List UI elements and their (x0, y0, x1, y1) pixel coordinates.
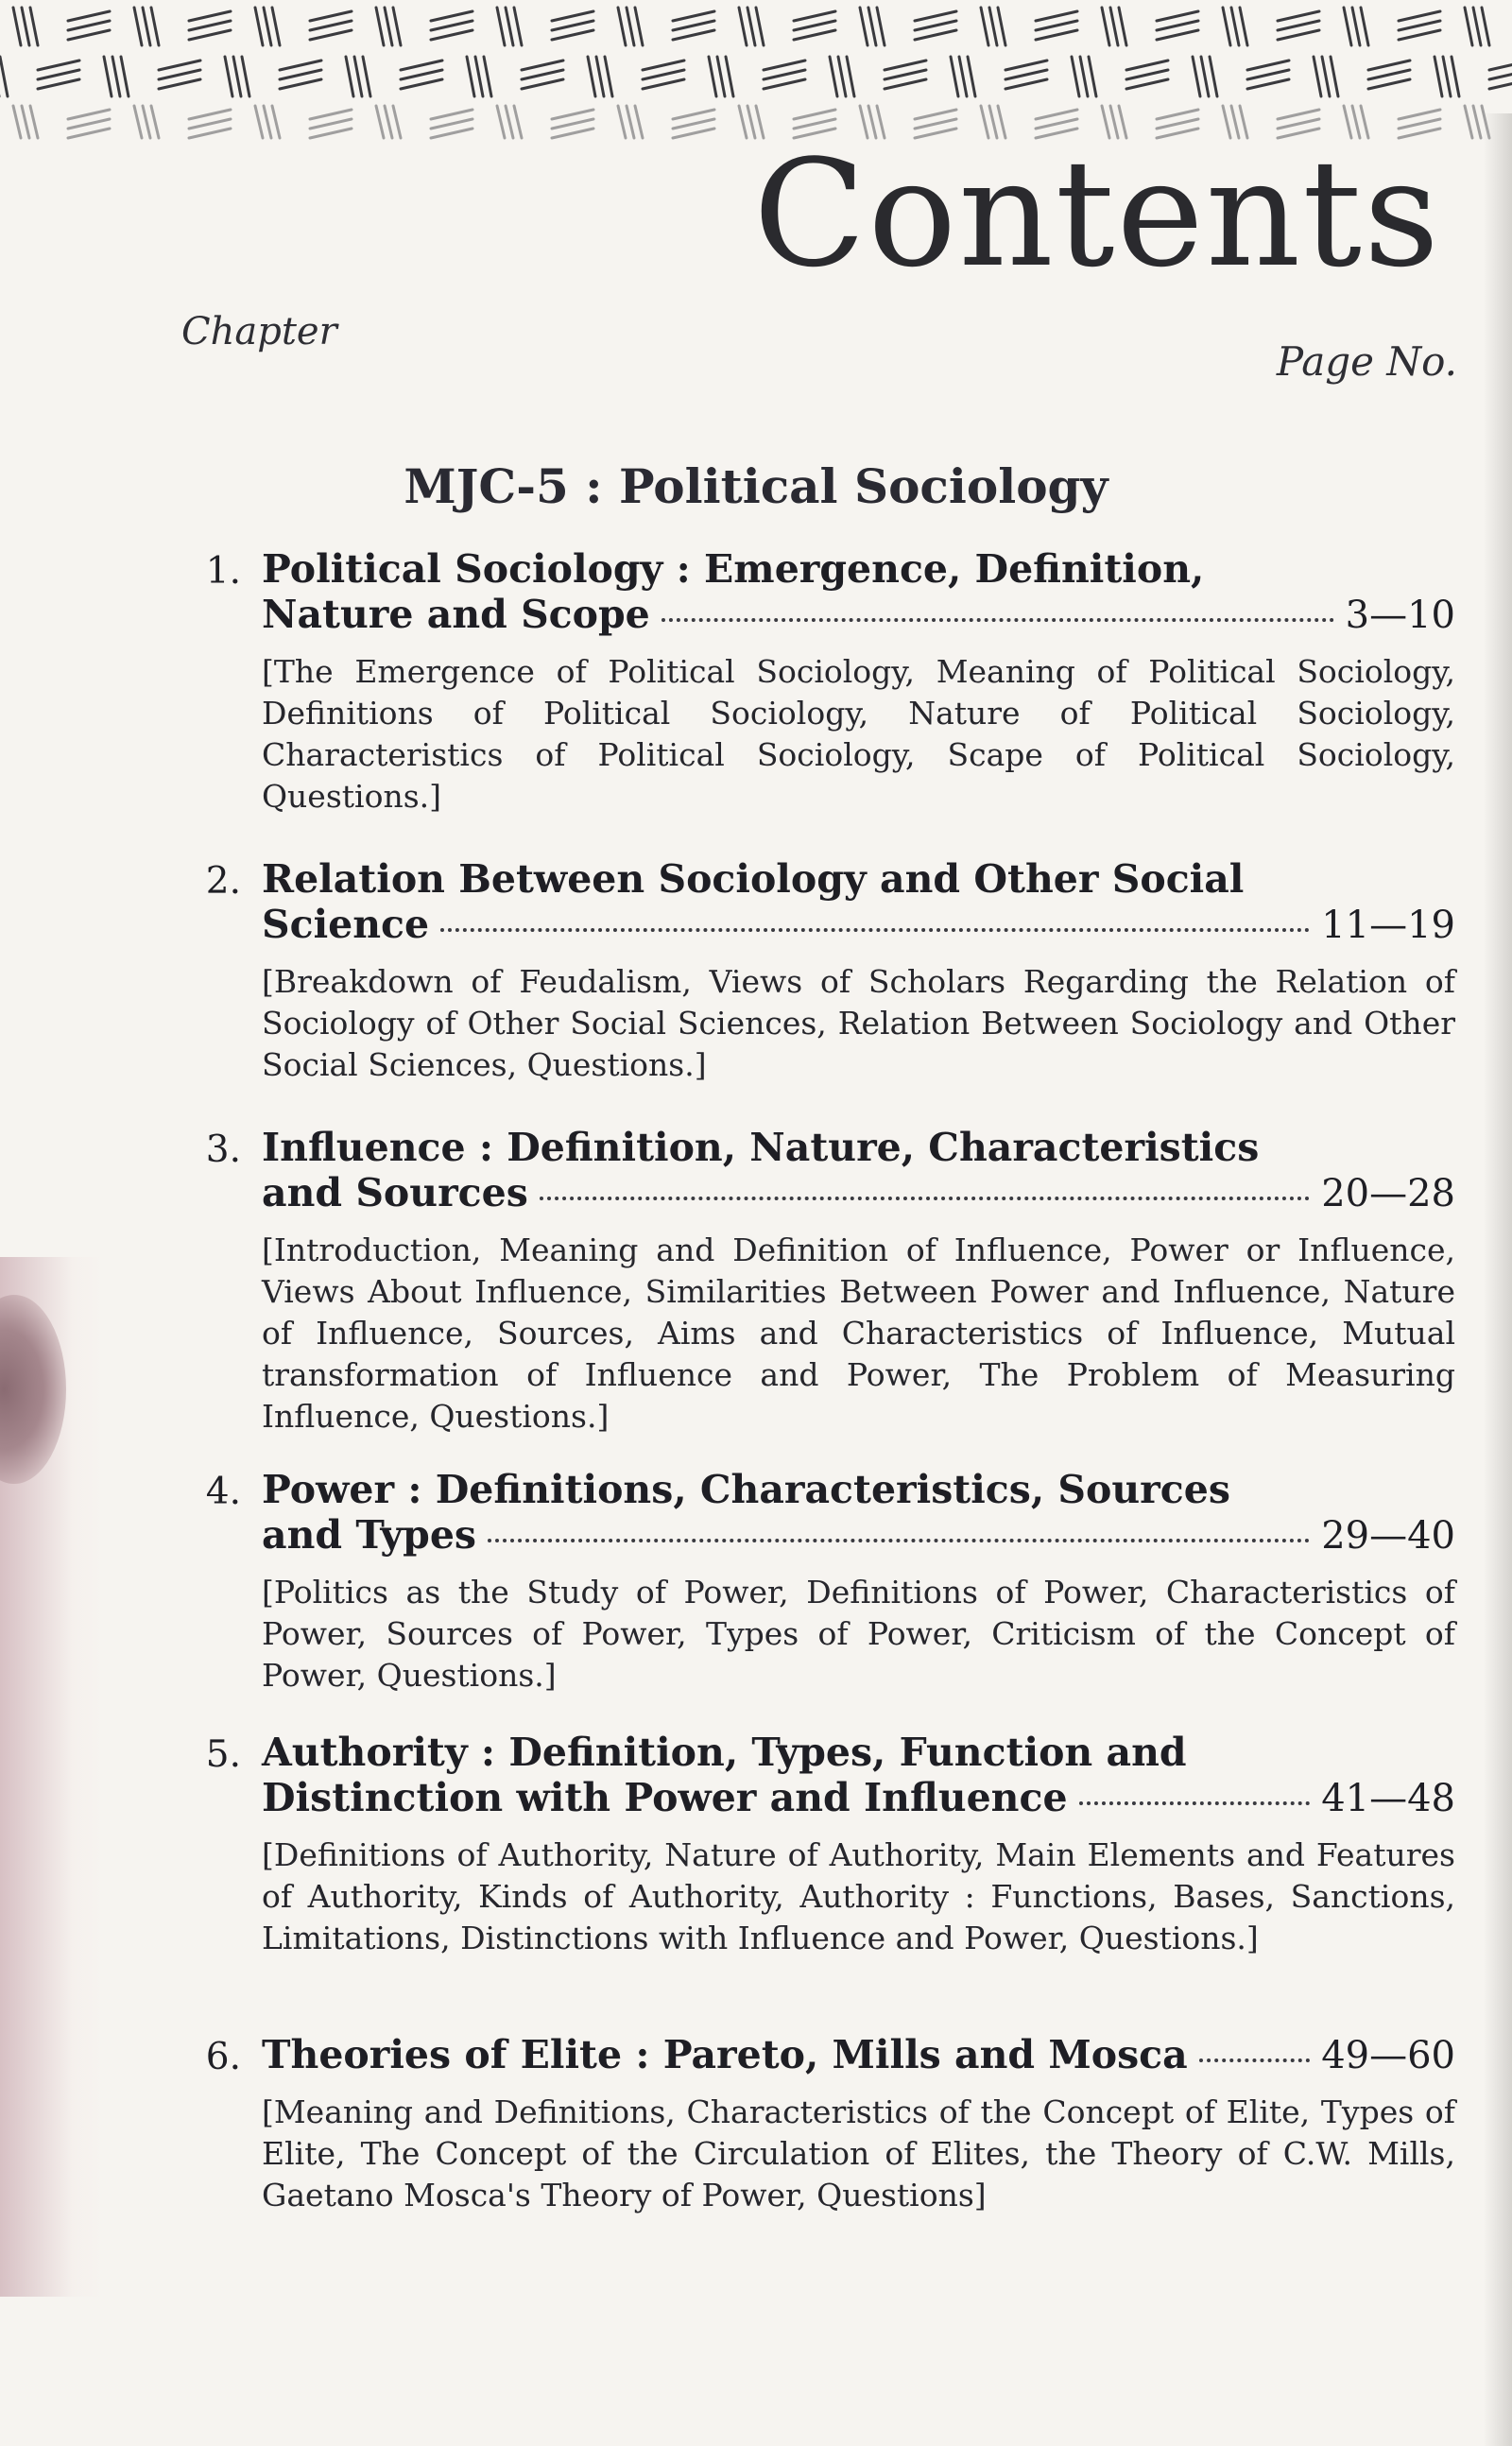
pattern-stroke (376, 106, 384, 138)
pattern-stroke (552, 21, 593, 30)
pattern-stroke (1368, 70, 1410, 79)
pattern-stroke (38, 79, 79, 89)
pattern-stroke (1314, 57, 1321, 96)
pattern-stroke (1126, 70, 1168, 79)
pattern-stroke (1278, 110, 1319, 119)
pattern-stroke (1247, 70, 1289, 79)
pattern-stroke (756, 8, 764, 45)
pattern-stroke (431, 30, 472, 40)
pattern-stroke (264, 8, 271, 45)
page-title: Contents (753, 128, 1441, 300)
pattern-stroke (189, 110, 231, 119)
pattern-stroke (272, 8, 280, 45)
pattern-stroke (310, 30, 352, 40)
pattern-stroke (1157, 30, 1198, 40)
pattern-stroke (1157, 21, 1198, 30)
entry-number: 4. (205, 1471, 241, 1513)
entry-title-line: Distinction with Power and Influence (262, 1775, 1068, 1820)
entry-number: 6. (205, 2036, 241, 2078)
pattern-stroke (643, 60, 684, 70)
pattern-stroke (1399, 30, 1440, 40)
pattern-stroke (112, 57, 120, 96)
pattern-stroke (1072, 57, 1079, 96)
pattern-stroke (885, 79, 926, 89)
entry-pages: 20—28 (1321, 1172, 1455, 1215)
pattern-stroke (13, 8, 21, 45)
pattern-stroke (1005, 79, 1047, 89)
pattern-stroke (1399, 21, 1440, 30)
entry-title-line: Political Sociology : Emergence, Definition, (262, 546, 1205, 592)
pattern-stroke (225, 57, 232, 96)
pattern-stroke (385, 106, 392, 138)
pattern-stroke (764, 79, 805, 89)
pattern-stroke (1223, 8, 1230, 45)
pattern-stroke (255, 8, 263, 45)
pattern-stroke (272, 106, 280, 138)
pattern-stroke (618, 106, 626, 138)
pattern-stroke (522, 60, 563, 70)
pattern-stroke (22, 8, 29, 45)
pattern-stroke (242, 57, 249, 96)
entry-title-line: and Sources (262, 1170, 528, 1215)
pattern-stroke (522, 79, 563, 89)
pattern-stroke (310, 129, 352, 138)
pattern-stroke (134, 106, 142, 138)
pattern-stroke (1399, 110, 1440, 119)
pattern-stroke (310, 110, 352, 119)
pattern-stroke (794, 21, 835, 30)
pattern-stroke (915, 30, 956, 40)
pattern-stroke (310, 21, 352, 30)
pattern-stroke (552, 11, 593, 21)
pattern-stroke (393, 8, 401, 45)
toc-entry (194, 1125, 1455, 1438)
pattern-stroke (189, 30, 231, 40)
entry-description: [Introduction, Meaning and Definition of Influence, Power or Influence, Views About Influence, Similarities Between Power and Influence, Nature of Influence, Sources, Aims and Characteristics of Influence, Mutual transformation of Influence and Power, The Problem of Measuring Influence, Questions.] (262, 1232, 1455, 1435)
pattern-stroke (726, 57, 733, 96)
pattern-stroke (401, 60, 442, 70)
pattern-stroke (38, 60, 79, 70)
pattern-stroke (1473, 106, 1481, 138)
pattern-stroke (1210, 57, 1217, 96)
pattern-stroke (838, 57, 846, 96)
pattern-stroke (673, 21, 714, 30)
pattern-stroke (1157, 11, 1198, 21)
entry-title-line: Relation Between Sociology and Other Social (262, 856, 1245, 902)
pattern-stroke (280, 60, 321, 70)
pattern-stroke (739, 106, 747, 138)
pattern-stroke (467, 57, 474, 96)
pattern-stroke (68, 110, 110, 119)
pattern-stroke (1036, 11, 1077, 21)
pattern-stroke (1036, 110, 1077, 119)
pattern-stroke (431, 110, 472, 119)
pattern-stroke (1102, 8, 1109, 45)
pattern-stroke (189, 119, 231, 129)
entry-title-line: Science (262, 902, 430, 947)
pattern-stroke (764, 70, 805, 79)
pattern-stroke (233, 57, 241, 96)
pattern-stroke (393, 106, 401, 138)
pattern-stroke (280, 70, 321, 79)
pattern-stroke (497, 106, 505, 138)
pattern-stroke (739, 8, 747, 45)
pattern-stroke (673, 110, 714, 119)
chapter-column-label: Chapter (181, 310, 337, 353)
pattern-stroke (709, 57, 716, 96)
entry-pages: 49—60 (1321, 2034, 1455, 2077)
pattern-stroke (22, 106, 29, 138)
pattern-stroke (475, 57, 483, 96)
pattern-stroke (552, 129, 593, 138)
entry-description: [Meaning and Definitions, Characteristics of the Concept of Elite, Types of Elite, The Concept of the Circulation of Elites, the Theory of C.W. Mills, Gaetano Mosca's Theory of Power, Questions] (262, 2093, 1455, 2213)
entry-number: 3. (205, 1128, 241, 1171)
pattern-stroke (1080, 57, 1088, 96)
pattern-stroke (1110, 8, 1118, 45)
entry-title-line: and Types (262, 1512, 476, 1558)
entry-title-line: Authority : Definition, Types, Function and (262, 1730, 1187, 1775)
pattern-stroke (1119, 8, 1126, 45)
pattern-stroke (747, 8, 755, 45)
pattern-stroke (959, 57, 967, 96)
pattern-stroke (1126, 60, 1168, 70)
entry-pages: 3—10 (1345, 594, 1455, 637)
toc-entry (194, 1467, 1455, 1697)
pattern-stroke (1399, 11, 1440, 21)
pattern-stroke (1452, 57, 1459, 96)
pattern-stroke (989, 8, 997, 45)
pattern-stroke (1247, 79, 1289, 89)
pattern-stroke (915, 110, 956, 119)
pattern-stroke (847, 57, 854, 96)
pattern-stroke (189, 11, 231, 21)
pattern-stroke (552, 119, 593, 129)
pattern-stroke (605, 57, 612, 96)
entry-title-line: Theories of Elite : Pareto, Mills and Mosca (262, 2032, 1188, 2077)
pattern-stroke (13, 106, 21, 138)
toc-entry (194, 546, 1455, 818)
pattern-stroke (968, 57, 975, 96)
pattern-stroke (830, 57, 837, 96)
section-title: MJC-5 : Political Sociology (404, 458, 1108, 514)
dot-leader (488, 1539, 1310, 1542)
pattern-stroke (998, 8, 1005, 45)
pattern-stroke (363, 57, 370, 96)
pattern-stroke (1005, 60, 1047, 70)
pattern-stroke (860, 8, 868, 45)
pattern-stroke (104, 57, 112, 96)
pattern-stroke (1126, 79, 1168, 89)
pattern-stroke (1368, 79, 1410, 89)
pattern-stroke (1352, 8, 1360, 45)
pattern-stroke (673, 119, 714, 129)
pattern-stroke (951, 57, 958, 96)
pattern-stroke (514, 106, 522, 138)
entry-pages: 29—40 (1321, 1514, 1455, 1558)
pattern-stroke (877, 8, 885, 45)
pattern-stroke (885, 60, 926, 70)
pattern-stroke (1361, 8, 1368, 45)
decorative-pattern-band (0, 0, 1512, 142)
pattern-stroke (1482, 8, 1489, 45)
page-number-column-label: Page No. (1276, 338, 1457, 385)
pattern-stroke (484, 57, 491, 96)
dot-leader (540, 1197, 1310, 1200)
pattern-stroke (1231, 8, 1239, 45)
entry-number: 2. (205, 860, 241, 903)
pattern-stroke (134, 8, 142, 45)
pattern-stroke (915, 11, 956, 21)
dot-leader (1079, 1801, 1311, 1805)
pattern-stroke (1036, 21, 1077, 30)
pattern-stroke (385, 8, 392, 45)
pattern-stroke (885, 70, 926, 79)
pattern-stroke (143, 8, 150, 45)
pattern-stroke (121, 57, 129, 96)
pattern-stroke (1157, 110, 1198, 119)
pattern-stroke (1489, 79, 1512, 89)
pattern-stroke (717, 57, 725, 96)
pattern-stroke (673, 30, 714, 40)
pattern-stroke (794, 30, 835, 40)
pattern-stroke (310, 119, 352, 129)
pattern-stroke (1435, 57, 1442, 96)
pattern-stroke (497, 8, 505, 45)
pattern-stroke (794, 11, 835, 21)
pattern-stroke (552, 110, 593, 119)
pattern-stroke (1247, 60, 1289, 70)
pattern-stroke (1005, 70, 1047, 79)
pattern-stroke (868, 8, 876, 45)
pattern-stroke (346, 57, 353, 96)
pattern-stroke (431, 119, 472, 129)
entry-description: [Breakdown of Feudalism, Views of Scholars Regarding the Relation of Sociology of Other Social Sciences, Relation Between Sociology and Other Social Sciences, Questions.] (262, 963, 1455, 1083)
pattern-stroke (1278, 21, 1319, 30)
pattern-stroke (264, 106, 271, 138)
entry-title-line: Nature and Scope (262, 592, 650, 637)
toc-entry (194, 2032, 1455, 2216)
pattern-stroke (1036, 30, 1077, 40)
pattern-stroke (673, 129, 714, 138)
pattern-stroke (915, 21, 956, 30)
pattern-stroke (514, 8, 522, 45)
pattern-stroke (159, 70, 200, 79)
pattern-stroke (431, 129, 472, 138)
pattern-stroke (401, 79, 442, 89)
pattern-stroke (1278, 30, 1319, 40)
pattern-stroke (159, 79, 200, 89)
pattern-stroke (1331, 57, 1338, 96)
pattern-stroke (38, 70, 79, 79)
toc-entry (194, 1730, 1455, 1959)
entry-description: [The Emergence of Political Sociology, Meaning of Political Sociology, Definitions of Political Sociology, Nature of Political Sociology, Characteristics of Political Sociology, Scape of Political Sociology, Questions.] (262, 653, 1455, 815)
entry-title-line: Power : Definitions, Characteristics, Sources (262, 1467, 1230, 1512)
dot-leader (440, 928, 1310, 932)
pattern-stroke (635, 8, 643, 45)
pattern-stroke (1344, 8, 1351, 45)
pattern-stroke (1489, 70, 1512, 79)
pattern-stroke (1443, 57, 1451, 96)
pattern-stroke (310, 11, 352, 21)
pattern-stroke (30, 8, 38, 45)
pattern-stroke (159, 60, 200, 70)
pattern-stroke (1473, 8, 1481, 45)
pattern-stroke (506, 8, 513, 45)
pattern-stroke (1322, 57, 1330, 96)
entry-pages: 41—48 (1321, 1777, 1455, 1820)
pattern-stroke (764, 60, 805, 70)
entry-description: [Politics as the Study of Power, Definitions of Power, Characteristics of Power, Sources of Power, Types of Power, Criticism of the Concept of Power, Questions.] (262, 1574, 1455, 1694)
pattern-stroke (1465, 8, 1472, 45)
pattern-stroke (68, 21, 110, 30)
entry-title-line: Influence : Definition, Nature, Characteristics (262, 1125, 1260, 1170)
pattern-stroke (643, 79, 684, 89)
pattern-stroke (1089, 57, 1096, 96)
pattern-stroke (588, 57, 595, 96)
pattern-stroke (189, 129, 231, 138)
pattern-stroke (151, 106, 159, 138)
pattern-stroke (522, 70, 563, 79)
pattern-stroke (596, 57, 604, 96)
pattern-stroke (151, 8, 159, 45)
pattern-stroke (280, 79, 321, 89)
pattern-stroke (981, 8, 988, 45)
pattern-stroke (1465, 106, 1472, 138)
toc-entry (194, 856, 1455, 1086)
entry-pages: 11—19 (1321, 904, 1455, 947)
pattern-stroke (627, 106, 634, 138)
pattern-stroke (506, 106, 513, 138)
pattern-stroke (68, 119, 110, 129)
pattern-stroke (643, 70, 684, 79)
pattern-stroke (552, 30, 593, 40)
pattern-stroke (1201, 57, 1209, 96)
entry-description: [Definitions of Authority, Nature of Authority, Main Elements and Features of Authority, Kinds of Authority, Authority : Functions, Bases, Sanctions, Limitations, Distinctions with Influence and Power, Questions.] (262, 1836, 1455, 1956)
pattern-stroke (431, 21, 472, 30)
dot-leader (1199, 2058, 1311, 2062)
pattern-stroke (68, 129, 110, 138)
pattern-stroke (1278, 11, 1319, 21)
pattern-stroke (68, 11, 110, 21)
pattern-stroke (627, 8, 634, 45)
pattern-stroke (0, 57, 8, 96)
pattern-stroke (635, 106, 643, 138)
pattern-stroke (376, 8, 384, 45)
pattern-stroke (1193, 57, 1200, 96)
pattern-stroke (1489, 60, 1512, 70)
entry-number: 1. (205, 550, 241, 593)
pattern-stroke (30, 106, 38, 138)
pattern-stroke (143, 106, 150, 138)
pattern-stroke (794, 110, 835, 119)
pattern-stroke (618, 8, 626, 45)
pattern-stroke (673, 11, 714, 21)
pattern-stroke (431, 11, 472, 21)
pattern-stroke (354, 57, 362, 96)
pattern-stroke (189, 21, 231, 30)
pattern-stroke (255, 106, 263, 138)
pattern-stroke (1368, 60, 1410, 70)
entry-number: 5. (205, 1733, 241, 1776)
pattern-stroke (68, 30, 110, 40)
pattern-stroke (401, 70, 442, 79)
dot-leader (662, 618, 1334, 622)
pattern-stroke (1240, 8, 1247, 45)
